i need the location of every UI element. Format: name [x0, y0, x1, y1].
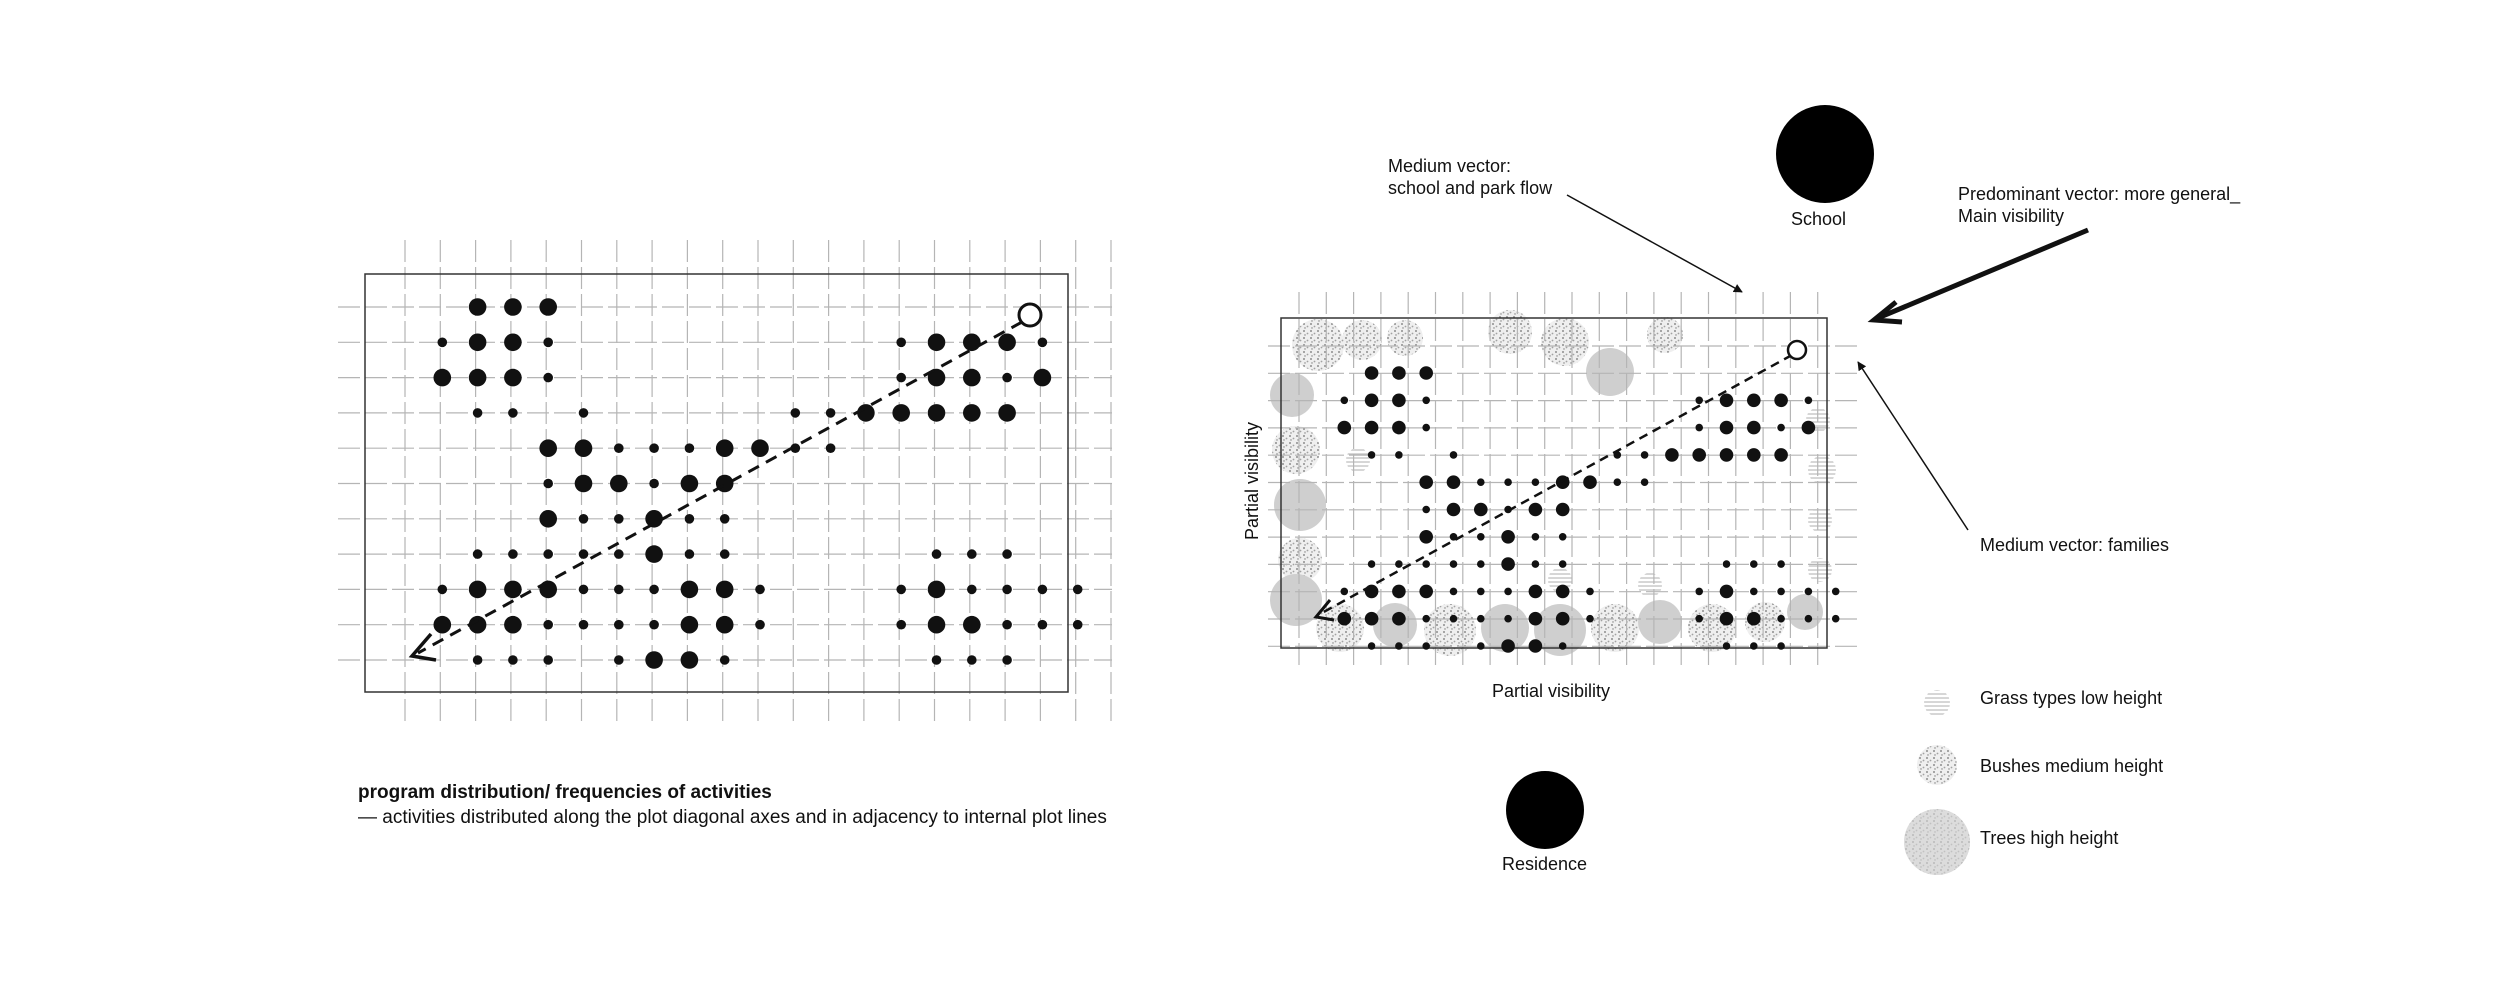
activity-dot	[1002, 549, 1012, 559]
activity-dot	[896, 620, 906, 630]
activity-dot	[1720, 421, 1734, 435]
activity-dot	[434, 616, 452, 634]
activity-dot	[896, 338, 906, 348]
activity-dot	[579, 514, 589, 524]
activity-dot	[1422, 397, 1430, 405]
activity-dot	[579, 585, 589, 595]
legend-bushes-label: Bushes medium height	[1980, 756, 2164, 776]
activity-dot	[434, 369, 452, 387]
activity-dot	[1747, 421, 1761, 435]
activity-dot	[1586, 615, 1594, 623]
activity-dot	[963, 334, 981, 352]
activity-dot	[1504, 615, 1512, 623]
bush	[1647, 317, 1683, 353]
activity-dot	[1450, 451, 1458, 459]
activity-dot	[1073, 585, 1083, 595]
activity-dot	[1720, 394, 1734, 408]
activity-dot	[1777, 615, 1785, 623]
activity-dot	[1365, 394, 1379, 408]
activity-dot	[473, 655, 483, 665]
activity-dot	[963, 404, 981, 422]
activity-dot	[504, 581, 522, 599]
activity-dot	[508, 549, 518, 559]
activity-dot	[826, 408, 836, 418]
activity-dot	[1614, 478, 1622, 486]
activity-dot	[1774, 394, 1788, 408]
activity-dot	[1695, 615, 1703, 623]
activity-dot	[504, 298, 522, 316]
activity-dot	[1750, 642, 1758, 650]
activity-dot	[1529, 585, 1543, 599]
grass-patch	[1808, 508, 1832, 532]
activity-dot	[1341, 588, 1349, 596]
activity-dot	[473, 549, 483, 559]
partial-visibility-bottom-label: Partial visibility	[1492, 681, 1611, 701]
activity-dot	[645, 545, 663, 563]
tree-canopy	[1274, 479, 1326, 531]
activity-dot	[896, 373, 906, 383]
grass-icon	[1924, 690, 1950, 716]
activity-dot	[543, 338, 553, 348]
activity-dot	[1422, 615, 1430, 623]
school-label: School	[1791, 209, 1847, 229]
label-line: school and park flow	[1388, 178, 1553, 198]
activity-dot	[1477, 588, 1485, 596]
medium-vector-school-arrow	[1567, 195, 1742, 292]
activity-dot	[1477, 642, 1485, 650]
activity-dot	[685, 443, 695, 453]
activity-dot	[614, 620, 624, 630]
activity-dot	[1392, 394, 1406, 408]
label-line: Predominant vector: more general_	[1958, 184, 2241, 204]
activity-dot	[469, 298, 487, 316]
activity-dot	[579, 620, 589, 630]
activity-dot	[1422, 642, 1430, 650]
activity-dot	[1395, 451, 1403, 459]
label-line: Medium vector:	[1388, 156, 1512, 176]
activity-dot	[1750, 560, 1758, 568]
activity-dot	[1720, 585, 1734, 599]
activity-dot	[1477, 560, 1485, 568]
activity-dot	[1338, 612, 1352, 626]
activity-dot	[963, 369, 981, 387]
activity-dot	[1477, 478, 1485, 486]
trees-icon	[1904, 809, 1970, 875]
activity-dot	[1002, 373, 1012, 383]
activity-dot	[1747, 394, 1761, 408]
activity-dot	[1392, 612, 1406, 626]
activity-dot	[508, 408, 518, 418]
predominant-vector-label	[1958, 183, 2240, 227]
activity-dot	[579, 549, 589, 559]
activity-dot	[508, 655, 518, 665]
activity-dot	[755, 620, 765, 630]
activity-dot	[1002, 585, 1012, 595]
activity-dot	[932, 655, 942, 665]
activity-dot	[504, 334, 522, 352]
activity-dot	[1774, 448, 1788, 462]
activity-dot	[1723, 642, 1731, 650]
activity-dot	[1501, 530, 1515, 544]
grass-patch	[1346, 448, 1370, 472]
activity-dot	[610, 475, 628, 493]
bush	[1488, 310, 1532, 354]
tree-canopy	[1270, 373, 1314, 417]
partial-visibility-left-label: Partial visibility	[1242, 421, 1262, 540]
activity-dot	[469, 369, 487, 387]
activity-dot	[1529, 612, 1543, 626]
activity-dot	[998, 404, 1016, 422]
activity-dot	[1365, 366, 1379, 380]
activity-dot	[1422, 424, 1430, 432]
activity-dot	[1556, 585, 1570, 599]
activity-dot	[649, 585, 659, 595]
activity-dot	[1477, 615, 1485, 623]
bushes-icon	[1917, 745, 1957, 785]
activity-dot	[1365, 421, 1379, 435]
activity-dot	[504, 616, 522, 634]
activity-dot	[1038, 620, 1048, 630]
activity-dot	[967, 585, 977, 595]
activity-dot	[928, 616, 946, 634]
activity-dot	[614, 655, 624, 665]
activity-dot	[681, 651, 699, 669]
activity-dot	[1392, 585, 1406, 599]
activity-dot	[1368, 451, 1376, 459]
activity-dot	[649, 620, 659, 630]
activity-dot	[1532, 560, 1540, 568]
activity-dot	[751, 439, 769, 457]
activity-dot	[1477, 533, 1485, 541]
activity-dot	[1419, 475, 1433, 489]
activity-dot	[1392, 366, 1406, 380]
activity-dot	[1777, 642, 1785, 650]
activity-dot	[649, 443, 659, 453]
activity-dot	[539, 439, 557, 457]
activity-dot	[791, 408, 801, 418]
activity-dot	[575, 439, 593, 457]
activity-dot	[1529, 503, 1543, 517]
activity-dot	[1723, 560, 1731, 568]
activity-dot	[1802, 421, 1816, 435]
activity-dot	[716, 616, 734, 634]
activity-dot	[967, 655, 977, 665]
activity-dot	[1559, 533, 1567, 541]
activity-dot	[681, 475, 699, 493]
activity-dot	[932, 549, 942, 559]
activity-dot	[1777, 588, 1785, 596]
medium-vector-families-label: Medium vector: families	[1980, 535, 2170, 555]
activity-dot	[1365, 612, 1379, 626]
activity-dot	[826, 443, 836, 453]
activity-dot	[614, 443, 624, 453]
activity-dot	[1559, 560, 1567, 568]
bush	[1387, 320, 1423, 356]
activity-dot	[1832, 615, 1840, 623]
activity-dot	[575, 475, 593, 493]
activity-dot	[1747, 612, 1761, 626]
activity-dot	[543, 373, 553, 383]
grass-patch	[1808, 558, 1832, 582]
activity-dot	[1692, 448, 1706, 462]
activity-dot	[543, 549, 553, 559]
activity-dot	[1532, 478, 1540, 486]
activity-dot	[1695, 397, 1703, 405]
activity-dot	[1641, 478, 1649, 486]
activity-dot	[681, 581, 699, 599]
bush	[1292, 319, 1344, 371]
activity-dot	[1641, 451, 1649, 459]
activity-dot	[892, 404, 910, 422]
activity-dot	[1395, 560, 1403, 568]
activity-dot	[543, 655, 553, 665]
activity-dot	[685, 514, 695, 524]
activity-dot	[1419, 585, 1433, 599]
activity-dot	[1559, 642, 1567, 650]
activity-dot	[649, 479, 659, 489]
activity-dot	[1341, 397, 1349, 405]
activity-dot	[504, 369, 522, 387]
activity-dot	[1586, 588, 1594, 596]
activity-dot	[1805, 397, 1813, 405]
activity-dot	[614, 514, 624, 524]
activity-dot	[967, 549, 977, 559]
bush	[1272, 426, 1320, 474]
activity-dot	[1695, 588, 1703, 596]
tree-canopy	[1638, 600, 1682, 644]
activity-dot	[1368, 560, 1376, 568]
activity-dot	[685, 549, 695, 559]
activity-dot	[1747, 448, 1761, 462]
activity-dot	[469, 334, 487, 352]
activity-dot	[1805, 615, 1813, 623]
activity-dot	[716, 439, 734, 457]
label-line: Main visibility	[1958, 206, 2065, 226]
activity-dot	[539, 510, 557, 528]
activity-dot	[469, 581, 487, 599]
activity-dot	[1419, 366, 1433, 380]
activity-dot	[1368, 642, 1376, 650]
activity-dot	[543, 479, 553, 489]
activity-dot	[857, 404, 875, 422]
activity-dot	[1556, 612, 1570, 626]
activity-dot	[1450, 615, 1458, 623]
activity-dot	[1038, 585, 1048, 595]
activity-dot	[645, 651, 663, 669]
activity-dot	[1392, 421, 1406, 435]
activity-dot	[1501, 639, 1515, 653]
activity-dot	[1583, 475, 1597, 489]
activity-dot	[1556, 503, 1570, 517]
activity-dot	[1002, 655, 1012, 665]
activity-dot	[681, 616, 699, 634]
activity-dot	[1073, 620, 1083, 630]
activity-dot	[1338, 421, 1352, 435]
activity-dot	[438, 338, 448, 348]
activity-dot	[438, 585, 448, 595]
activity-dot	[1419, 530, 1433, 544]
bush	[1342, 320, 1382, 360]
medium-vector-school-label	[1388, 155, 1552, 199]
activity-dot	[1777, 560, 1785, 568]
bush	[1316, 604, 1364, 652]
activity-dot	[1720, 448, 1734, 462]
activity-dot	[614, 585, 624, 595]
activity-dot	[1777, 424, 1785, 432]
grass-patch	[1638, 573, 1662, 597]
activity-dot	[1720, 612, 1734, 626]
grass-patch	[1808, 456, 1836, 484]
residence-label: Residence	[1502, 854, 1588, 874]
activity-dot	[1504, 588, 1512, 596]
activity-dot	[1447, 503, 1461, 517]
activity-dot	[539, 298, 557, 316]
activity-dot	[1034, 369, 1052, 387]
activity-dot	[1501, 557, 1515, 571]
activity-dot	[1805, 588, 1813, 596]
activity-dot	[928, 581, 946, 599]
activity-dot	[720, 655, 730, 665]
caption-body: — activities distributed along the plot diagonal axes and in adjacency to internal plot lines	[358, 807, 1107, 828]
activity-dot	[1395, 642, 1403, 650]
activity-dot	[720, 549, 730, 559]
activity-dot	[1832, 588, 1840, 596]
activity-dot	[720, 514, 730, 524]
residence-icon	[1506, 771, 1584, 849]
activity-dot	[1422, 560, 1430, 568]
activity-dot	[543, 620, 553, 630]
bush	[1541, 318, 1589, 366]
activity-dot	[1450, 588, 1458, 596]
activity-dot	[1038, 338, 1048, 348]
activity-dot	[896, 585, 906, 595]
activity-dot	[473, 408, 483, 418]
activity-dot	[928, 404, 946, 422]
activity-dot	[1474, 503, 1488, 517]
activity-dot	[755, 585, 765, 595]
activity-dot	[1529, 639, 1543, 653]
activity-dot	[1447, 475, 1461, 489]
school-icon	[1776, 105, 1874, 203]
activity-dot	[1365, 585, 1379, 599]
activity-dot	[1665, 448, 1679, 462]
bush	[1591, 604, 1639, 652]
activity-dot	[1750, 588, 1758, 596]
activity-dot	[1695, 424, 1703, 432]
tree-canopy	[1373, 603, 1417, 647]
activity-dot	[1422, 506, 1430, 514]
legend-grass-label: Grass types low height	[1980, 688, 2163, 708]
activity-dot	[1002, 620, 1012, 630]
activity-dot	[998, 334, 1016, 352]
activity-dot	[1450, 560, 1458, 568]
activity-dot	[1504, 478, 1512, 486]
activity-dot	[928, 334, 946, 352]
activity-dot	[579, 408, 589, 418]
medium-vector-families-arrow	[1858, 362, 1968, 530]
caption-title: program distribution/ frequencies of activities	[358, 782, 772, 803]
activity-dot	[716, 581, 734, 599]
activity-dot	[963, 616, 981, 634]
legend-trees-label: Trees high height	[1980, 828, 2119, 848]
predominant-vector-arrow	[1878, 230, 2088, 318]
activity-dot	[614, 549, 624, 559]
activity-dot	[1532, 533, 1540, 541]
